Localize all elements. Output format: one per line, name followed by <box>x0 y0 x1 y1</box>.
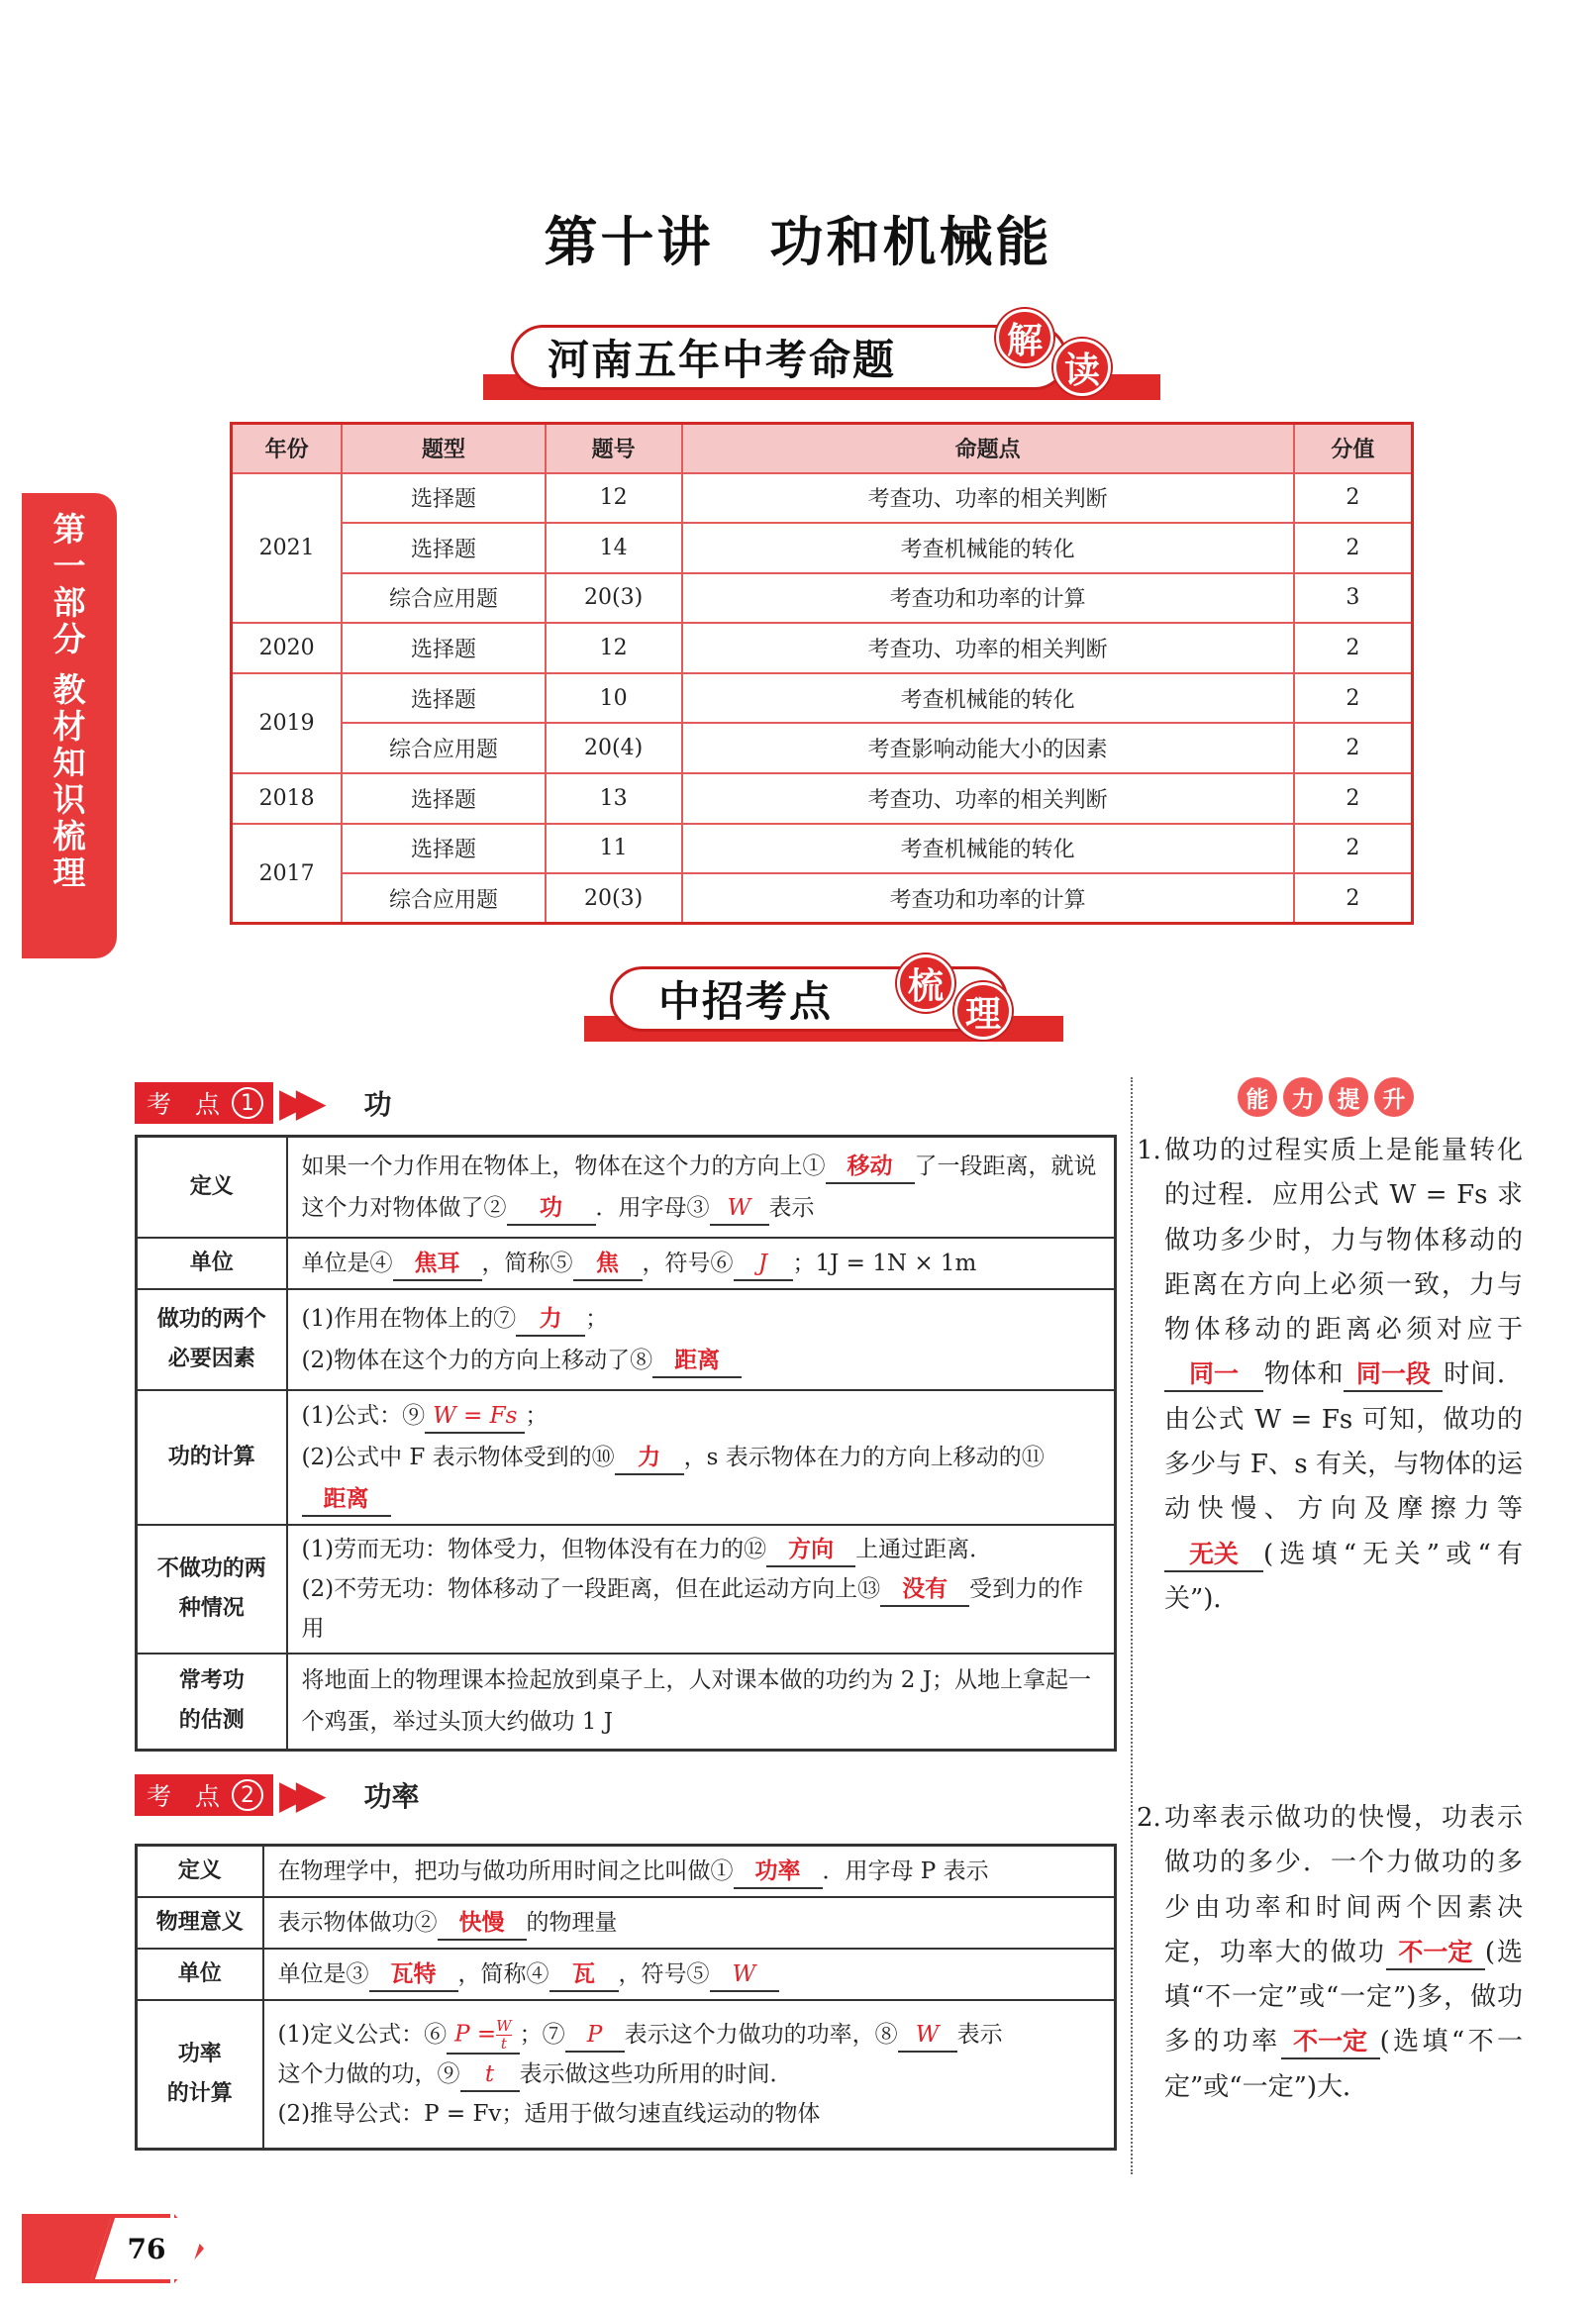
banner-char-circle: 理 <box>954 982 1012 1040</box>
cell-point: 考查功和功率的计算 <box>682 873 1294 924</box>
text: (1)公式：⑨ <box>301 1402 426 1429</box>
fraction-numerator: W <box>496 2017 512 2035</box>
banner-char-circle: 梳 <box>897 954 954 1012</box>
text: 的物理量 <box>526 1910 618 1936</box>
ability-heading <box>1238 1077 1414 1117</box>
row-content <box>263 1949 1116 2000</box>
cell-point: 考查机械能的转化 <box>682 523 1294 573</box>
text: 表示 <box>956 2021 1003 2048</box>
answer-blank: 距离 <box>652 1345 742 1378</box>
row-content: 将地面上的物理课本捡起放到桌子上，人对课本做的功约为 2 J；从地上拿起一个鸡蛋，举过头顶大约做功 1 J <box>287 1654 1116 1751</box>
answer-blank: 方向 <box>766 1534 855 1567</box>
ability-char: 力 <box>1283 1077 1323 1117</box>
table-row <box>232 773 1413 824</box>
page-number: 76 <box>127 2232 166 2265</box>
side-tab-char: 梳 <box>52 817 86 855</box>
answer-blank: W <box>710 1192 769 1226</box>
cell-type: 选择题 <box>342 473 545 524</box>
label-line: 的估测 <box>178 1708 245 1734</box>
banner-text: 中招考点 <box>658 977 834 1026</box>
banner-char-circle: 读 <box>1053 339 1111 396</box>
table-row <box>232 523 1413 573</box>
row-label <box>137 1289 287 1390</box>
label-line: 不做功的两 <box>156 1555 266 1581</box>
table-row <box>232 723 1413 773</box>
text: (2)不劳无功：物体移动了一段距离，但在此运动方向上⑬ <box>301 1575 881 1602</box>
key-point-2-header <box>135 1772 420 1818</box>
cell-year: 2020 <box>232 623 343 673</box>
text: (2)推导公式：P = Fv；适用于做匀速直线运动的物体 <box>277 2101 821 2127</box>
ability-char: 能 <box>1238 1077 1277 1117</box>
text: ，s 表示物体在力的方向上移动的⑪ <box>683 1444 1045 1470</box>
cell-score: 3 <box>1294 573 1413 624</box>
row-content <box>287 1137 1116 1238</box>
banner-char-circle: 解 <box>996 309 1053 366</box>
answer-blank: 没有 <box>880 1573 969 1607</box>
text: 做功的过程实质上是能量转化的过程．应用公式 W = Fs 求做功多少时，力与物体移动的距离在方向上必须一致，力与物体移动的距离必须对应于 <box>1164 1136 1523 1346</box>
cell-year: 2018 <box>232 773 343 824</box>
row-content <box>263 1846 1116 1898</box>
table-row <box>232 623 1413 673</box>
cell-type: 选择题 <box>342 523 545 573</box>
answer-blank: 距离 <box>302 1483 391 1517</box>
table-row <box>232 873 1413 924</box>
cell-type: 选择题 <box>342 773 545 824</box>
row-label <box>137 1525 287 1654</box>
text: 如果一个力作用在物体上，物体在这个力的方向上① <box>301 1153 826 1179</box>
row-label: 定义 <box>137 1846 263 1898</box>
cell-point: 考查机械能的转化 <box>682 824 1294 874</box>
answer-blank: 力 <box>615 1442 684 1475</box>
cell-point: 考查机械能的转化 <box>682 673 1294 724</box>
text: 表示 <box>768 1194 815 1221</box>
table-row <box>137 1289 1116 1390</box>
cell-year: 2021 <box>232 473 343 624</box>
side-tab-char: 分 <box>52 620 86 658</box>
side-tab-char: 教 <box>52 670 86 709</box>
table-row <box>137 1238 1116 1289</box>
row-label: 单位 <box>137 1238 287 1289</box>
text: 在物理学中，把功与做功所用时间之比叫做① <box>277 1858 734 1884</box>
cell-point: 考查功、功率的相关判断 <box>682 623 1294 673</box>
row-label: 功的计算 <box>137 1390 287 1525</box>
cell-type: 选择题 <box>342 824 545 874</box>
side-tab-char: 识 <box>52 780 86 819</box>
answer-blank: J <box>734 1248 793 1281</box>
cell-score: 2 <box>1294 773 1413 824</box>
cell-score: 2 <box>1294 523 1413 573</box>
answer-blank: W = Fs <box>425 1400 525 1434</box>
text: 物体和 <box>1263 1359 1345 1390</box>
row-content <box>287 1289 1116 1390</box>
col-header-type: 题型 <box>342 424 545 473</box>
col-header-score: 分值 <box>1294 424 1413 473</box>
cell-type: 综合应用题 <box>342 573 545 624</box>
text: 了一段距离，就说这个力对物体做了② <box>301 1153 1097 1221</box>
table-row <box>137 2000 1116 2149</box>
text: ，符号⑤ <box>618 1961 710 1987</box>
text: (1)劳而无功：物体受力，但物体没有在力的⑫ <box>301 1536 767 1562</box>
cell-number: 10 <box>546 673 682 724</box>
ability-char: 升 <box>1374 1077 1414 1117</box>
double-arrow-icon: ▶▶ <box>278 1080 313 1126</box>
table-row <box>137 1525 1116 1654</box>
answer-blank: 快慢 <box>438 1907 527 1941</box>
col-header-point: 命题点 <box>682 424 1294 473</box>
text: 受到力的作用 <box>301 1575 1084 1642</box>
text: 表示这个力做功的功率，⑧ <box>624 2021 898 2048</box>
cell-type: 综合应用题 <box>342 873 545 924</box>
table-row <box>232 673 1413 724</box>
ability-char: 提 <box>1329 1077 1368 1117</box>
answer-blank: 不一定 <box>1281 2026 1380 2059</box>
row-content <box>263 1897 1116 1949</box>
side-tab-char: 部 <box>52 583 86 622</box>
text: (选填“无关”或“有关”)． <box>1164 1539 1523 1614</box>
note-text <box>1164 1796 1523 2110</box>
row-content <box>287 1238 1116 1289</box>
banner-text: 河南五年中考命题 <box>548 336 897 384</box>
answer-blank: 瓦 <box>549 1958 619 1992</box>
cell-number: 12 <box>546 623 682 673</box>
answer-blank: 同一 <box>1164 1358 1263 1392</box>
text: 功率表示做功的快慢，功表示做功的多少．一个力做功的多少由功率和时间两个因素决定，功率大的做功 <box>1164 1803 1523 1967</box>
answer-blank: 同一段 <box>1344 1358 1443 1392</box>
double-arrow-icon: ▶▶ <box>278 1772 313 1818</box>
text: (2)物体在这个力的方向上移动了⑧ <box>301 1347 653 1373</box>
cell-number: 20(3) <box>546 873 682 924</box>
label-line: 做功的两个 <box>156 1306 266 1332</box>
cell-number: 12 <box>546 473 682 524</box>
cell-number: 11 <box>546 824 682 874</box>
cell-point: 考查功、功率的相关判断 <box>682 473 1294 524</box>
cell-number: 20(3) <box>546 573 682 624</box>
row-label <box>137 2000 263 2149</box>
key-point-label-text: 考 点 <box>147 1090 228 1119</box>
table-row <box>137 1949 1116 2000</box>
text: (2)公式中 F 表示物体受到的⑩ <box>301 1444 615 1470</box>
banner-exam-analysis <box>511 325 1067 390</box>
cell-score: 2 <box>1294 723 1413 773</box>
table-row <box>137 1137 1116 1238</box>
text: ； <box>525 1402 549 1429</box>
table-row <box>137 1846 1116 1898</box>
text: 表示物体做功② <box>277 1910 438 1936</box>
key-point-number: 1 <box>232 1087 263 1119</box>
cell-number: 13 <box>546 773 682 824</box>
cell-type: 综合应用题 <box>342 723 545 773</box>
cell-year: 2017 <box>232 824 343 924</box>
answer-blank: P <box>565 2019 625 2053</box>
row-label <box>137 1654 287 1751</box>
cell-score: 2 <box>1294 623 1413 673</box>
answer-blank: t <box>460 2058 520 2092</box>
exam-history-table <box>230 422 1414 925</box>
text: 单位是③ <box>277 1961 369 1987</box>
key-point-title: 功 <box>363 1088 392 1121</box>
key-point-label-text: 考 点 <box>147 1782 228 1811</box>
note-number: 1. <box>1137 1136 1161 1165</box>
formula-lhs: P = <box>454 2021 497 2048</box>
text: ；1J = 1N × 1m <box>792 1250 977 1276</box>
cell-score: 2 <box>1294 873 1413 924</box>
side-tab-char: 材 <box>52 707 86 746</box>
row-content <box>263 2000 1116 2149</box>
row-label: 物理意义 <box>137 1897 263 1949</box>
cell-score: 2 <box>1294 473 1413 524</box>
cell-score: 2 <box>1294 824 1413 874</box>
text: ；⑦ <box>519 2021 565 2048</box>
note-text <box>1164 1129 1523 1622</box>
key-point-label <box>135 1774 273 1816</box>
text: ，简称⑤ <box>481 1250 573 1276</box>
ability-note-1 <box>1137 1129 1523 1622</box>
side-section-tab <box>22 493 117 958</box>
text: 时间．由公式 W = Fs 可知，做功的多少与 F、s 有关，与物体的运动快慢、方向及摩擦力等 <box>1164 1359 1523 1525</box>
ability-note-2 <box>1137 1796 1523 2110</box>
label-line: 功率 <box>177 2041 222 2066</box>
table-row <box>232 473 1413 524</box>
text: 上通过距离． <box>855 1536 993 1562</box>
key-point-label <box>135 1082 273 1124</box>
cell-point: 考查功、功率的相关判断 <box>682 773 1294 824</box>
cell-score: 2 <box>1294 673 1413 724</box>
answer-blank: 力 <box>516 1303 585 1337</box>
power-knowledge-table <box>135 1844 1117 2151</box>
key-point-title: 功率 <box>363 1780 420 1813</box>
cell-year: 2019 <box>232 673 343 773</box>
text: 这个力做的功，⑨ <box>277 2061 460 2087</box>
cell-number: 14 <box>546 523 682 573</box>
text: (1)定义公式：⑥ <box>277 2021 448 2048</box>
cell-type: 选择题 <box>342 623 545 673</box>
cell-type: 选择题 <box>342 673 545 724</box>
text: ，简称④ <box>457 1961 549 1987</box>
text: (选填“不一定”或“一定”)多，做功多的功率 <box>1164 1937 1523 2057</box>
work-knowledge-table <box>135 1135 1117 1752</box>
answer-blank: 焦耳 <box>393 1248 482 1281</box>
table-row <box>232 573 1413 624</box>
text: (1)作用在物体上的⑦ <box>301 1305 517 1332</box>
cell-number: 20(4) <box>546 723 682 773</box>
fraction <box>496 2018 511 2053</box>
answer-blank: 功 <box>507 1192 596 1226</box>
row-label: 定义 <box>137 1137 287 1238</box>
answer-blank: 不一定 <box>1386 1937 1485 1970</box>
text: ； <box>585 1305 609 1332</box>
answer-blank-formula <box>447 2018 519 2055</box>
col-header-year: 年份 <box>232 424 343 473</box>
text: 表示做这些功所用的时间． <box>519 2061 793 2087</box>
table-row <box>137 1897 1116 1949</box>
text: ，符号⑥ <box>642 1250 734 1276</box>
answer-blank: 无关 <box>1164 1539 1263 1572</box>
answer-blank: 移动 <box>826 1151 915 1184</box>
label-line: 的计算 <box>166 2080 233 2106</box>
page-title: 第十讲 功和机械能 <box>544 210 1052 273</box>
col-header-number: 题号 <box>546 424 682 473</box>
fraction-denominator: t <box>500 2035 507 2053</box>
answer-blank: 瓦特 <box>369 1958 458 1992</box>
note-number: 2. <box>1137 1803 1161 1833</box>
text: (选填“不一定”或“一定”)大． <box>1164 2027 1523 2102</box>
cell-point: 考查功和功率的计算 <box>682 573 1294 624</box>
row-content <box>287 1390 1116 1525</box>
text: ．用字母③ <box>595 1194 710 1221</box>
key-point-1-header <box>135 1080 392 1126</box>
row-content <box>287 1525 1116 1654</box>
label-line: 种情况 <box>178 1595 245 1621</box>
label-line: 必要因素 <box>167 1346 255 1371</box>
label-line: 常考功 <box>178 1668 245 1694</box>
table-row <box>137 1390 1116 1525</box>
answer-blank: 焦 <box>573 1248 643 1281</box>
side-tab-char: 第 <box>52 510 86 549</box>
cell-point: 考查影响动能大小的因素 <box>682 723 1294 773</box>
key-point-number: 2 <box>232 1779 263 1811</box>
column-divider <box>1131 1077 1133 2174</box>
table-row <box>137 1654 1116 1751</box>
table-row <box>232 824 1413 874</box>
row-label: 单位 <box>137 1949 263 2000</box>
text: ．用字母 P 表示 <box>822 1858 989 1884</box>
side-tab-char: 一 <box>52 547 86 585</box>
answer-blank: W <box>710 1958 779 1992</box>
side-tab-char: 知 <box>52 744 86 782</box>
side-tab-char: 理 <box>52 853 86 892</box>
text: 单位是④ <box>301 1250 393 1276</box>
answer-blank: W <box>898 2019 957 2053</box>
answer-blank: 功率 <box>734 1856 823 1889</box>
